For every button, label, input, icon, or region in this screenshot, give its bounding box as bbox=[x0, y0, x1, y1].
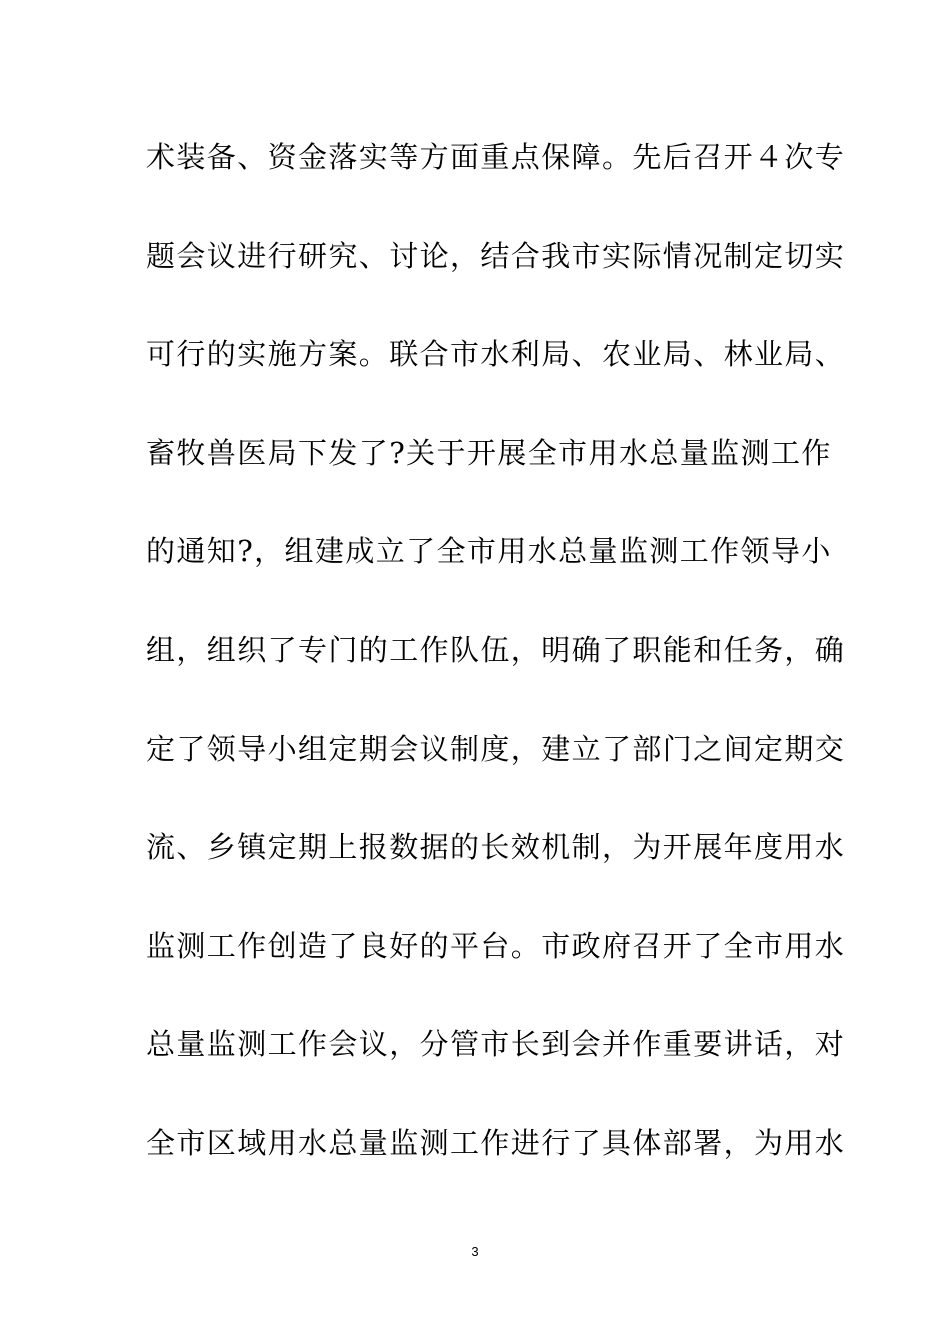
text-line: 定了领导小组定期会议制度，建立了部门之间定期交 bbox=[146, 731, 846, 766]
text-line: 总量监测工作会议，分管市长到会并作重要讲话，对 bbox=[146, 1027, 846, 1062]
text-line: 流、乡镇定期上报数据的长效机制，为开展年度用水 bbox=[146, 830, 846, 865]
text-line: 监测工作创造了良好的平台。市政府召开了全市用水 bbox=[146, 928, 846, 963]
text-line: 题会议进行研究、讨论，结合我市实际情况制定切实 bbox=[146, 238, 846, 273]
text-line: 畜牧兽医局下发了?关于开展全市用水总量监测工作 bbox=[146, 435, 832, 470]
body-text bbox=[146, 130, 846, 1215]
text-line: 的通知?，组建成立了全市用水总量监测工作领导小 bbox=[146, 534, 832, 569]
text-line: 术装备、资金落实等方面重点保障。先后召开４次专 bbox=[146, 140, 846, 174]
text-line: 全市区域用水总量监测工作进行了具体部署，为用水 bbox=[146, 1125, 846, 1160]
page-number: 3 bbox=[471, 1244, 479, 1259]
text-line: 组，组织了专门的工作队伍，明确了职能和任务，确 bbox=[146, 632, 846, 667]
text-line: 可行的实施方案。联合市水利局、农业局、林业局、 bbox=[146, 337, 846, 372]
